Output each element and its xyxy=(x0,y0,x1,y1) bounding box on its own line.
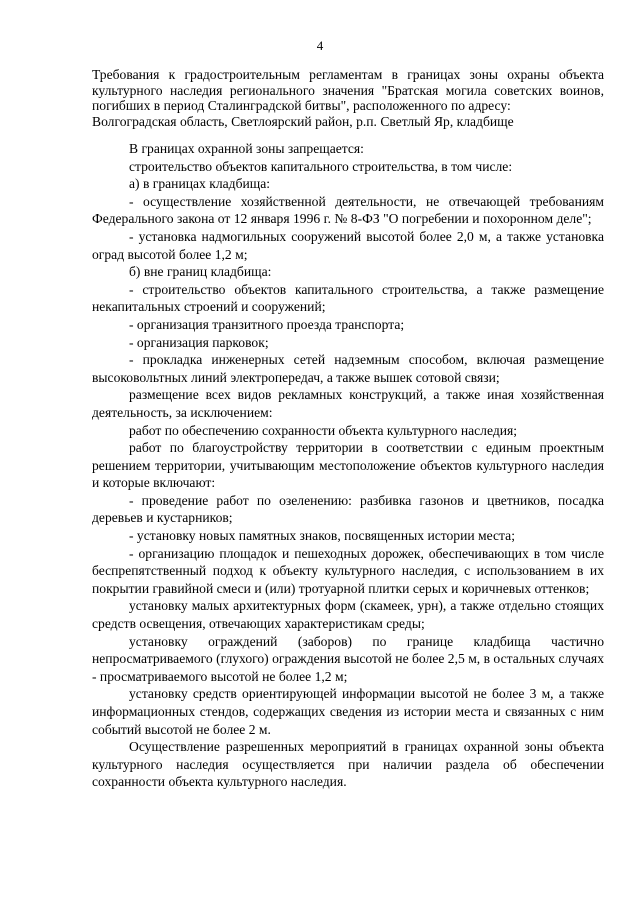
paragraph: - прокладка инженерных сетей надземным способом, включая размещение высоковольтных линий электропередач, а также вышек сотовой связи; xyxy=(92,352,604,385)
paragraph: - проведение работ по озеленению: разбивка газонов и цветников, посадка деревьев и кустарников; xyxy=(92,492,604,526)
title-line-1: Требования к градостроительным регламентам в границах зоны охраны объекта культурного наследия регионального значения "Братская могила советских воинов, погибших в период Сталинградской битвы", расположенного по адресу: xyxy=(92,67,604,113)
paragraph: размещение всех видов рекламных конструкций, а также иная хозяйственная деятельность, за исключением: xyxy=(92,387,604,420)
paragraph: - строительство объектов капитального строительства, а также размещение некапитальных строений и сооружений; xyxy=(92,281,604,315)
paragraph: - организация парковок; xyxy=(129,334,269,350)
paragraph: б) вне границ кладбища: xyxy=(129,264,272,280)
document-body xyxy=(92,140,604,791)
paragraph: установку средств ориентирующей информации высотой не более 3 м, а также информационных стендов, содержащих сведения из истории места и связанных с ним событий высотой не более 2 м. xyxy=(92,686,604,737)
paragraph: установку ограждений (заборов) по границе кладбища частично непросматриваемого (глухого) ограждения высотой не более 2,5 м, в остальных случаях - просматриваемого высотой не более 1,2 м; xyxy=(92,633,604,684)
paragraph: - организацию площадок и пешеходных дорожек, обеспечивающих в том числе беспрепятственный подход к объекту культурного наследия, с использованием в их покрытии гравийной смеси и (или) тротуарной плитки серых и коричневых оттенков; xyxy=(92,545,604,596)
paragraph: работ по благоустройству территории в соответствии с единым проектным решением территории, учитывающим местоположение объектов культурного наследия и которые включают: xyxy=(92,440,604,491)
paragraph: - установка надмогильных сооружений высотой более 2,0 м, а также установка оград высотой более 1,2 м; xyxy=(92,228,604,262)
document-title xyxy=(92,67,604,129)
paragraph: строительство объектов капитального строительства, в том числе: xyxy=(129,158,513,174)
paragraph: а) в границах кладбища: xyxy=(129,176,271,192)
paragraph: - установку новых памятных знаков, посвященных истории места; xyxy=(129,528,515,544)
page-number: 4 xyxy=(316,38,324,53)
paragraph: - осуществление хозяйственной деятельности, не отвечающей требованиям Федерального закона от 12 января 1996 г. № 8-ФЗ "О погребении и похоронном деле"; xyxy=(92,193,604,227)
paragraph: работ по обеспечению сохранности объекта культурного наследия; xyxy=(129,422,518,438)
paragraph: Осуществление разрешенных мероприятий в границах охранной зоны объекта культурного наследия осуществляется при наличии раздела об обеспечении сохранности объекта культурного наследия. xyxy=(92,739,604,790)
paragraph: В границах охранной зоны запрещается: xyxy=(129,141,364,156)
paragraph: - организация транзитного проезда транспорта; xyxy=(129,316,405,332)
title-line-2: Волгоградская область, Светлоярский район, р.п. Светлый Яр, кладбище xyxy=(92,113,514,129)
paragraph: установку малых архитектурных форм (скамеек, урн), а также отдельно стоящих средств освещения, отвечающих характеристикам среды; xyxy=(92,598,604,632)
